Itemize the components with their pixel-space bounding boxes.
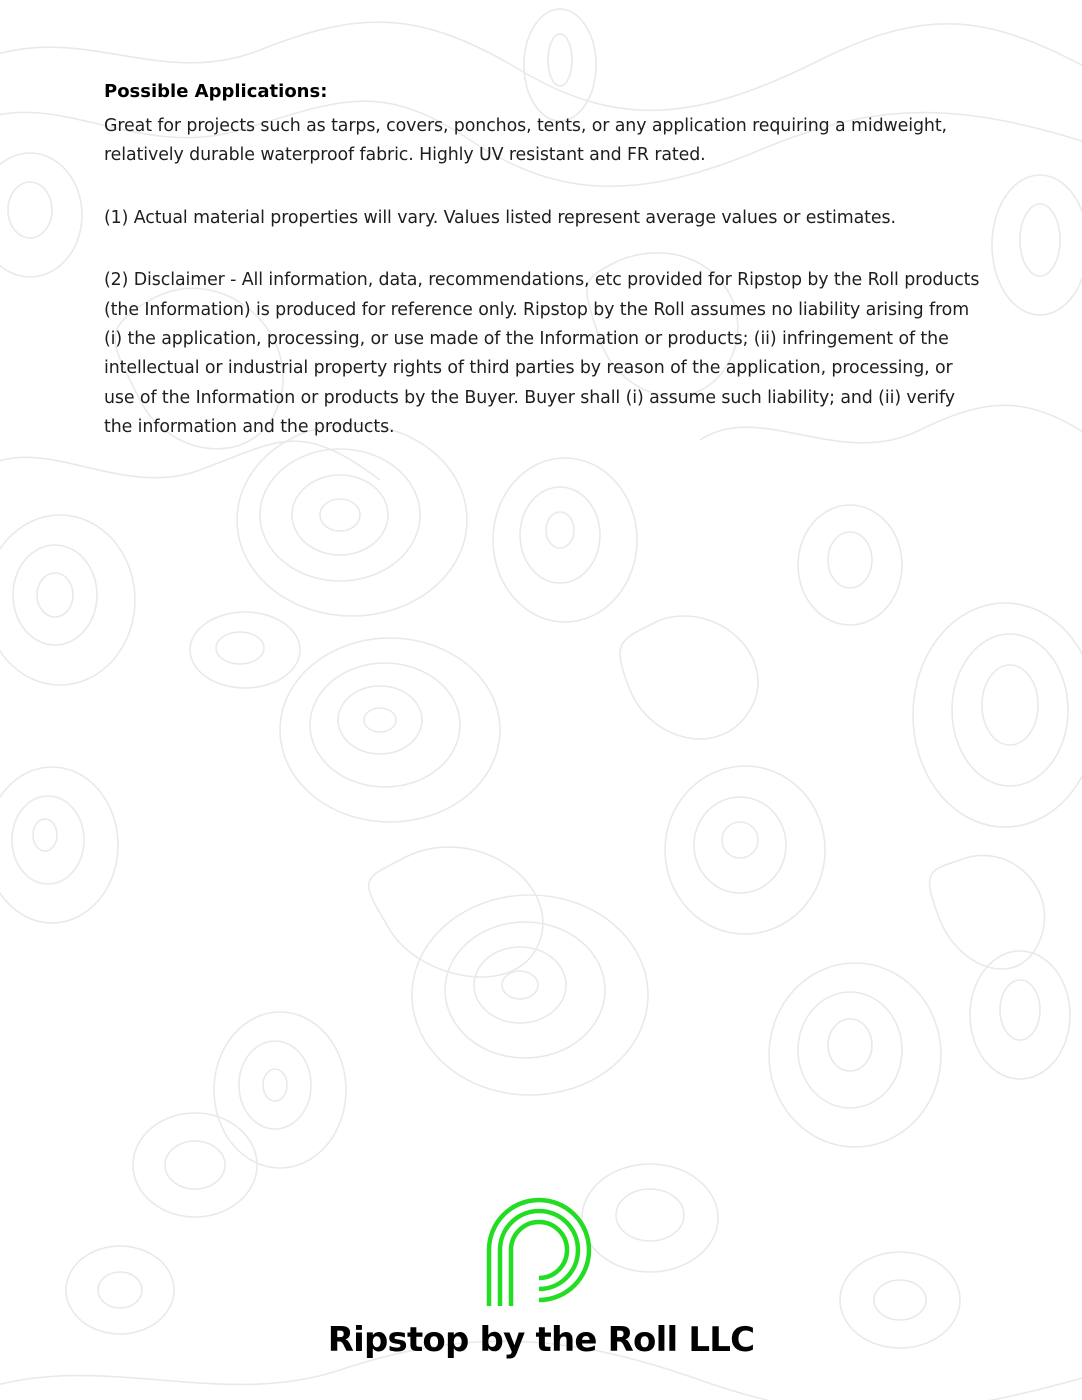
company-name: Ripstop by the Roll LLC (327, 1320, 755, 1360)
note-2-disclaimer: (2) Disclaimer - All information, data, recommendations, etc provided for Ripstop by the Roll products (the Information) is produced for reference only. Ripstop by the Roll assumes no liability arising from (i) the application, processing, or use made of the Information or products; (ii) infringement of the intellectual or industrial property rights of third parties by reason of the application, processing, or use of the Information or products by the Buyer. Buyer shall (i) assume such liability; and (ii) verify the information and the products. (104, 270, 980, 438)
applications-heading: Possible Applications: (104, 81, 328, 102)
document-body (104, 78, 984, 476)
company-footer (0, 1196, 1082, 1360)
applications-description: Great for projects such as tarps, covers, ponchos, tents, or any application requiring a midweight, relatively durable waterproof fabric. Highly UV resistant and FR rated. (104, 116, 947, 166)
note-1: (1) Actual material properties will vary. Values listed represent average values or estimates. (104, 207, 896, 228)
ripstop-spiral-logo-icon (485, 1196, 597, 1308)
